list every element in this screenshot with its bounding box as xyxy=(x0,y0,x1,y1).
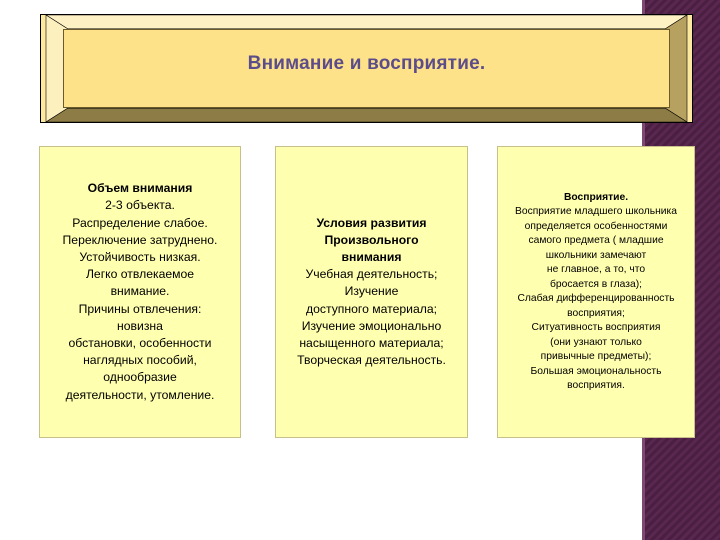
card-line: Слабая дифференцированность xyxy=(517,293,675,304)
title-panel xyxy=(63,29,670,108)
card-line: Изучение эмоционально xyxy=(301,318,442,333)
card-line: самого предмета ( младшие xyxy=(528,235,664,246)
card-line: Учебная деятельность; xyxy=(305,267,438,282)
card-line: не главное, а то, что xyxy=(546,264,646,275)
page-title: Внимание и восприятие. xyxy=(247,52,486,74)
card-heading: внимания xyxy=(341,249,402,264)
card-line: однообразие xyxy=(103,370,177,385)
card-heading: Восприятие. xyxy=(563,191,629,203)
card-line: 2-3 объекта. xyxy=(105,198,175,213)
card-line: Легко отвлекаемое xyxy=(85,267,195,282)
card-attention-volume xyxy=(39,146,241,438)
card-line: Большая эмоциональность xyxy=(530,365,662,377)
card-line: доступного материала; xyxy=(306,301,437,316)
card-line: Творческая деятельность. xyxy=(297,353,446,368)
card-line: Устойчивость низкая. xyxy=(79,249,201,264)
card-line: определяется особенностями xyxy=(524,220,668,232)
card-line: школьники замечают xyxy=(545,249,647,261)
card-line: деятельности, утомление. xyxy=(65,387,215,402)
card-line: бросается в глаза); xyxy=(549,278,642,290)
card-line: Ситуативность восприятия xyxy=(531,322,661,333)
card-line: восприятия; xyxy=(567,307,625,319)
card-line: привычные предметы); xyxy=(540,351,652,362)
card-line: внимание. xyxy=(110,284,170,299)
title-banner xyxy=(40,14,693,123)
card-line: Изучение xyxy=(344,284,399,299)
card-line: (они узнают только xyxy=(550,336,642,348)
card-line: Распределение слабое. xyxy=(72,215,208,230)
card-line: наглядных пособий, xyxy=(83,353,197,368)
card-voluntary-attention xyxy=(275,146,468,438)
card-perception xyxy=(497,146,695,438)
card-line: насыщенного материала; xyxy=(299,336,444,350)
card-line: Переключение затруднено. xyxy=(62,232,218,247)
card-line: обстановки, особенности xyxy=(68,336,212,350)
card-line: новизна xyxy=(117,318,163,333)
card-heading: Условия развития xyxy=(316,215,427,230)
card-line: Причины отвлечения: xyxy=(78,301,202,316)
card-line: восприятия. xyxy=(567,380,625,391)
card-heading: Объем внимания xyxy=(87,181,193,196)
card-heading: Произвольного xyxy=(324,232,419,247)
card-line: Восприятие младшего школьника xyxy=(514,206,677,217)
